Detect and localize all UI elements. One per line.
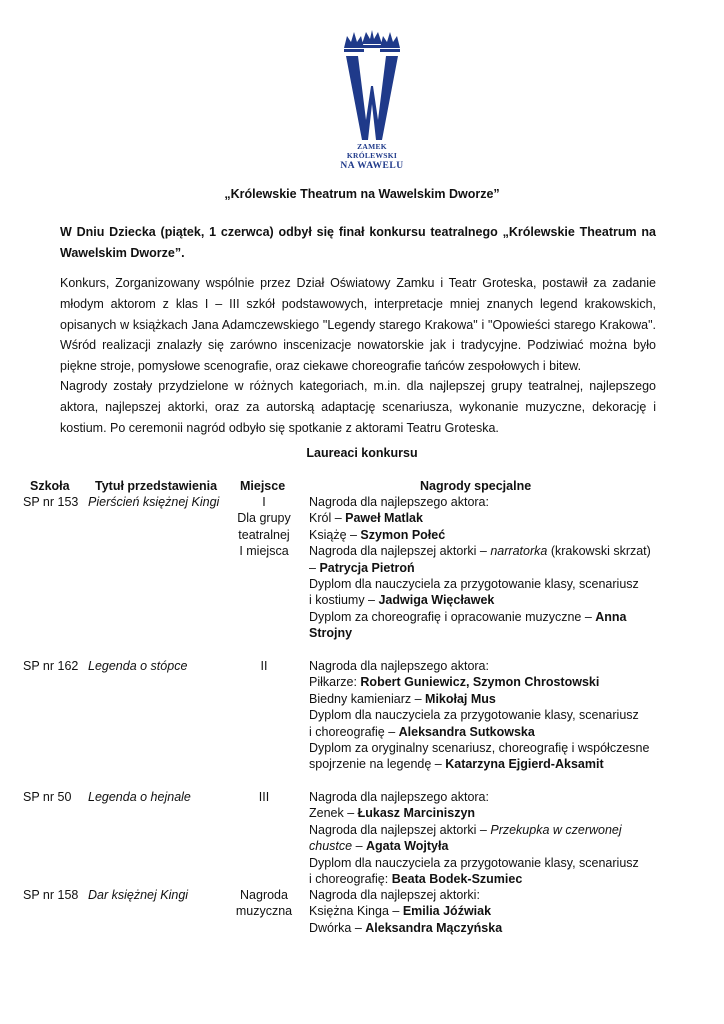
row-awards xyxy=(309,887,659,936)
award-line xyxy=(309,510,659,526)
award-winner: Katarzyna Ejgierd-Aksamit xyxy=(445,757,604,772)
award-line xyxy=(309,625,659,641)
award-line xyxy=(309,887,659,903)
row-title: Legenda o hejnale xyxy=(88,790,191,804)
award-winner: Strojny xyxy=(309,626,353,641)
award-winner: Beata Bodek-Szumiec xyxy=(391,872,523,887)
award-text: Nagroda dla najlepszego aktora: xyxy=(309,495,489,509)
award-text: Nagroda dla najlepszej aktorki – xyxy=(309,822,491,837)
description-paragraph: Konkurs, Zorganizowany wspólnie przez Dział Oświatowy Zamku i Teatr Groteska, postawił za zadanie młodym aktorom z klas I – III szkół podstawowych, interpretacje mniej znanych legend krakowskich, opisanych w książkach Jana Adamczewskiego "Legendy starego Krakowa" i "Opowieści starego Krakowa". Wśród realizacji znalazły się zarówno inscenizacje nowatorskie jak i tradycyjne. Podziwiać można było piękne stroje, pomysłowe scenografie, oraz ciekawe choreografie tańców zespołowych i bitew. xyxy=(60,276,656,374)
award-text: Biedny kamieniarz – xyxy=(309,691,426,706)
award-text: i choreografię – xyxy=(309,724,399,739)
award-line xyxy=(309,822,659,838)
award-text: Księżna Kinga – xyxy=(309,904,403,919)
award-text: Dyplom dla nauczyciela za przygotowanie klasy, scenariusz xyxy=(309,577,639,592)
laureates-heading: Laureaci konkursu xyxy=(306,446,418,460)
award-line xyxy=(309,805,659,821)
award-text: i kostiumy – xyxy=(309,593,379,608)
award-text: spojrzenie na legendę – xyxy=(309,757,446,772)
award-text: Dwórka – xyxy=(309,920,366,935)
place-line: Dla grupy xyxy=(237,511,291,526)
award-text: Dyplom dla nauczyciela za przygotowanie klasy, scenariusz xyxy=(309,708,639,723)
award-text: – xyxy=(352,839,366,854)
header-title: Tytuł przedstawienia xyxy=(95,479,218,493)
award-role: Przekupka w czerwonej xyxy=(490,822,622,837)
place-line: I xyxy=(262,495,266,509)
row-title: Pierścień księżnej Kingi xyxy=(88,495,220,509)
award-text: Król – xyxy=(309,511,346,526)
logo-line-3: NA WAWELU xyxy=(340,161,404,171)
award-text: Piłkarze: xyxy=(309,675,361,690)
logo-line-1: ZAMEK xyxy=(357,142,387,151)
award-text: Nagroda dla najlepszej aktorki – xyxy=(309,544,491,559)
row-school: SP nr 158 xyxy=(23,888,79,902)
award-line xyxy=(309,674,659,690)
row-place xyxy=(228,789,300,805)
award-winner: Szymon Połeć xyxy=(360,527,446,542)
award-role: narratorka xyxy=(490,544,548,559)
row-place xyxy=(228,658,300,674)
award-winner: Aleksandra Sutkowska xyxy=(398,724,535,739)
award-text: Nagroda dla najlepszego aktora: xyxy=(309,790,489,804)
header-school: Szkoła xyxy=(30,479,70,493)
row-school: SP nr 162 xyxy=(23,659,79,673)
award-line xyxy=(309,756,659,772)
place-line: teatralnej xyxy=(238,527,290,542)
award-winner: Anna xyxy=(595,609,627,624)
award-line xyxy=(309,543,659,559)
award-text: Zenek – xyxy=(309,806,358,821)
award-winner: Agata Wojtyła xyxy=(366,839,449,854)
award-line xyxy=(309,855,659,871)
award-line xyxy=(309,609,659,625)
row-awards xyxy=(309,494,659,642)
award-text: Dyplom za choreografię i opracowanie muzyczne – xyxy=(309,609,596,624)
place-line: Nagroda xyxy=(240,888,288,902)
header-place: Miejsce xyxy=(240,479,286,493)
award-line xyxy=(309,871,659,887)
award-line xyxy=(309,494,659,510)
intro-paragraph: W Dniu Dziecka (piątek, 1 czerwca) odbył się finał konkursu teatralnego „Królewskie Theatrum na Wawelskim Dworze”. xyxy=(60,225,656,260)
row-place xyxy=(228,494,300,560)
logo-line-2: KRÓLEWSKI xyxy=(346,151,398,160)
place-line: I miejsca xyxy=(239,544,289,559)
awards-paragraph: Nagrody zostały przydzielone w różnych kategoriach, m.in. dla najlepszej grupy teatralnej, najlepszego aktora, najlepszej aktorki, oraz za autorską adaptację scenariusza, wykonanie muzyczne, dekorację i kostium. Po ceremonii nagród odbyło się spotkanie z aktorami Teatru Groteska. xyxy=(60,379,656,435)
row-place xyxy=(228,887,300,920)
award-line xyxy=(309,903,659,919)
zamek-krolewski-logo xyxy=(330,30,414,172)
row-title: Dar księżnej Kingi xyxy=(88,888,189,902)
award-winner: Mikołaj Mus xyxy=(425,691,496,706)
award-line xyxy=(309,789,659,805)
award-winner: Paweł Matlak xyxy=(345,511,423,526)
place-line: III xyxy=(258,790,270,804)
document-title: „Królewskie Theatrum na Wawelskim Dworze” xyxy=(224,187,500,201)
crown-w-logo-icon xyxy=(342,30,402,142)
award-winner: Emilia Jóźwiak xyxy=(402,904,492,919)
award-line xyxy=(309,527,659,543)
award-text: (krakowski skrzat) xyxy=(547,544,651,559)
award-text: Dyplom dla nauczyciela za przygotowanie klasy, scenariusz xyxy=(309,855,639,870)
award-text: Nagroda dla najlepszej aktorki: xyxy=(309,888,480,902)
row-awards xyxy=(309,789,659,887)
row-awards xyxy=(309,658,659,773)
award-line xyxy=(309,838,659,854)
award-line xyxy=(309,658,659,674)
place-line: muzyczna xyxy=(235,904,293,919)
award-winner: Jadwiga Więcławek xyxy=(378,593,495,608)
award-text: Dyplom za oryginalny scenariusz, choreografię i współczesne xyxy=(309,741,650,756)
award-text: i choreografię: xyxy=(309,872,392,887)
award-winner: Aleksandra Mączyńska xyxy=(365,920,503,935)
award-winner: Łukasz Marciniszyn xyxy=(357,806,476,821)
row-school: SP nr 50 xyxy=(23,790,72,804)
award-line xyxy=(309,707,659,723)
award-text: Nagroda dla najlepszego aktora: xyxy=(309,659,489,673)
award-text: Książę – xyxy=(309,527,361,542)
award-line xyxy=(309,724,659,740)
row-title: Legenda o stópce xyxy=(88,659,188,673)
award-winner: Patrycja Pietroń xyxy=(319,560,415,575)
award-line xyxy=(309,592,659,608)
award-line xyxy=(309,576,659,592)
award-text: – xyxy=(309,560,320,575)
award-line xyxy=(309,920,659,936)
award-role: chustce xyxy=(309,839,353,854)
logo-caption xyxy=(330,142,414,172)
award-line xyxy=(309,691,659,707)
award-line xyxy=(309,560,659,576)
row-school: SP nr 153 xyxy=(23,495,79,509)
place-line: II xyxy=(260,659,268,673)
award-line xyxy=(309,740,659,756)
award-winner: Robert Guniewicz, Szymon Chrostowski xyxy=(360,675,600,690)
header-awards: Nagrody specjalne xyxy=(420,479,532,493)
